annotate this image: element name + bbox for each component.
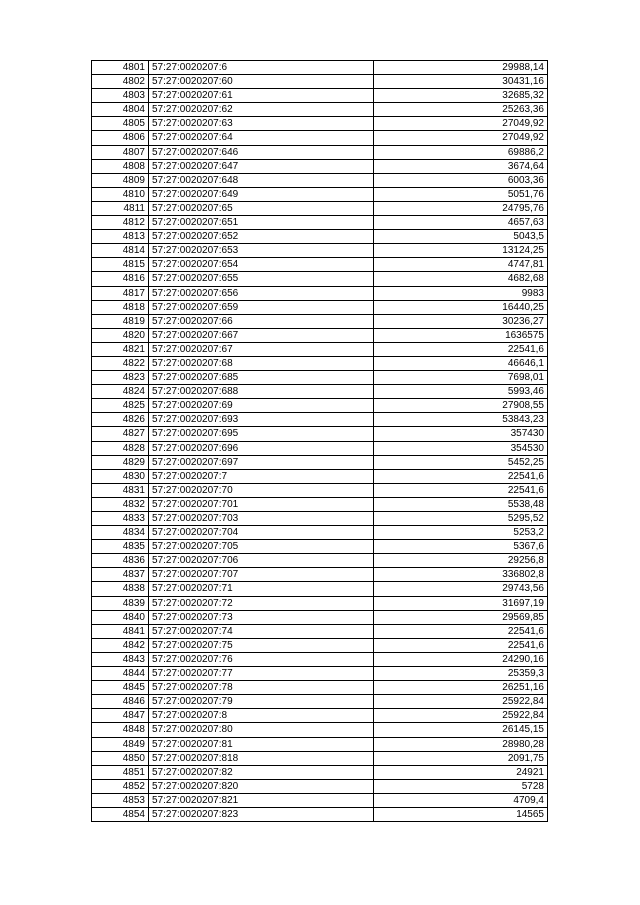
row-number-cell: 4845 — [92, 681, 149, 695]
row-number-cell: 4825 — [92, 399, 149, 413]
value-cell: 14565 — [374, 807, 548, 821]
cadastral-number-cell: 57:27:0020207:67 — [149, 342, 374, 356]
data-table — [91, 60, 548, 822]
value-cell: 5043,5 — [374, 230, 548, 244]
value-cell: 28980,28 — [374, 737, 548, 751]
value-cell: 32685,32 — [374, 89, 548, 103]
value-cell: 26145,15 — [374, 723, 548, 737]
row-number-cell: 4812 — [92, 216, 149, 230]
value-cell: 22541,6 — [374, 483, 548, 497]
table-row — [92, 793, 548, 807]
value-cell: 31697,19 — [374, 596, 548, 610]
row-number-cell: 4814 — [92, 244, 149, 258]
row-number-cell: 4841 — [92, 624, 149, 638]
table-row — [92, 230, 548, 244]
cadastral-number-cell: 57:27:0020207:70 — [149, 483, 374, 497]
value-cell: 29988,14 — [374, 61, 548, 75]
row-number-cell: 4844 — [92, 667, 149, 681]
table-row — [92, 737, 548, 751]
row-number-cell: 4809 — [92, 173, 149, 187]
table-row — [92, 624, 548, 638]
cadastral-number-cell: 57:27:0020207:62 — [149, 103, 374, 117]
row-number-cell: 4826 — [92, 413, 149, 427]
table-row — [92, 751, 548, 765]
cadastral-number-cell: 57:27:0020207:701 — [149, 497, 374, 511]
table-row — [92, 695, 548, 709]
value-cell: 24795,76 — [374, 201, 548, 215]
row-number-cell: 4818 — [92, 300, 149, 314]
cadastral-number-cell: 57:27:0020207:81 — [149, 737, 374, 751]
table-row — [92, 399, 548, 413]
value-cell: 5728 — [374, 779, 548, 793]
cadastral-number-cell: 57:27:0020207:688 — [149, 385, 374, 399]
row-number-cell: 4808 — [92, 159, 149, 173]
cadastral-number-cell: 57:27:0020207:696 — [149, 441, 374, 455]
cadastral-number-cell: 57:27:0020207:71 — [149, 582, 374, 596]
table-row — [92, 554, 548, 568]
table-row — [92, 272, 548, 286]
cadastral-number-cell: 57:27:0020207:74 — [149, 624, 374, 638]
cadastral-number-cell: 57:27:0020207:76 — [149, 652, 374, 666]
value-cell: 69886,2 — [374, 145, 548, 159]
table-row — [92, 286, 548, 300]
row-number-cell: 4801 — [92, 61, 149, 75]
table-row — [92, 582, 548, 596]
value-cell: 5452,25 — [374, 455, 548, 469]
value-cell: 2091,75 — [374, 751, 548, 765]
cadastral-number-cell: 57:27:0020207:6 — [149, 61, 374, 75]
value-cell: 24290,16 — [374, 652, 548, 666]
table-row — [92, 61, 548, 75]
cadastral-number-cell: 57:27:0020207:73 — [149, 610, 374, 624]
value-cell: 9983 — [374, 286, 548, 300]
row-number-cell: 4828 — [92, 441, 149, 455]
table-row — [92, 638, 548, 652]
cadastral-number-cell: 57:27:0020207:651 — [149, 216, 374, 230]
cadastral-number-cell: 57:27:0020207:667 — [149, 328, 374, 342]
table-row — [92, 427, 548, 441]
value-cell: 5295,52 — [374, 512, 548, 526]
table-row — [92, 723, 548, 737]
value-cell: 27049,92 — [374, 117, 548, 131]
table-row — [92, 258, 548, 272]
row-number-cell: 4829 — [92, 455, 149, 469]
cadastral-number-cell: 57:27:0020207:821 — [149, 793, 374, 807]
table-row — [92, 469, 548, 483]
value-cell: 5538,48 — [374, 497, 548, 511]
row-number-cell: 4835 — [92, 540, 149, 554]
cadastral-number-cell: 57:27:0020207:649 — [149, 187, 374, 201]
cadastral-number-cell: 57:27:0020207:823 — [149, 807, 374, 821]
cadastral-number-cell: 57:27:0020207:82 — [149, 765, 374, 779]
cadastral-number-cell: 57:27:0020207:653 — [149, 244, 374, 258]
value-cell: 27908,55 — [374, 399, 548, 413]
value-cell: 25922,84 — [374, 695, 548, 709]
table-row — [92, 300, 548, 314]
cadastral-number-cell: 57:27:0020207:68 — [149, 356, 374, 370]
table-row — [92, 371, 548, 385]
value-cell: 4709,4 — [374, 793, 548, 807]
table-row — [92, 779, 548, 793]
value-cell: 5993,46 — [374, 385, 548, 399]
cadastral-number-cell: 57:27:0020207:697 — [149, 455, 374, 469]
table-row — [92, 568, 548, 582]
table-row — [92, 667, 548, 681]
value-cell: 336802,8 — [374, 568, 548, 582]
row-number-cell: 4831 — [92, 483, 149, 497]
cadastral-number-cell: 57:27:0020207:79 — [149, 695, 374, 709]
row-number-cell: 4846 — [92, 695, 149, 709]
cadastral-number-cell: 57:27:0020207:706 — [149, 554, 374, 568]
row-number-cell: 4820 — [92, 328, 149, 342]
row-number-cell: 4843 — [92, 652, 149, 666]
value-cell: 5051,76 — [374, 187, 548, 201]
value-cell: 4747,81 — [374, 258, 548, 272]
table-row — [92, 526, 548, 540]
value-cell: 25922,84 — [374, 709, 548, 723]
cadastral-number-cell: 57:27:0020207:69 — [149, 399, 374, 413]
table-row — [92, 187, 548, 201]
cadastral-number-cell: 57:27:0020207:693 — [149, 413, 374, 427]
value-cell: 7698,01 — [374, 371, 548, 385]
cadastral-number-cell: 57:27:0020207:80 — [149, 723, 374, 737]
row-number-cell: 4838 — [92, 582, 149, 596]
table-row — [92, 117, 548, 131]
table-row — [92, 455, 548, 469]
value-cell: 29569,85 — [374, 610, 548, 624]
row-number-cell: 4822 — [92, 356, 149, 370]
value-cell: 25359,3 — [374, 667, 548, 681]
row-number-cell: 4836 — [92, 554, 149, 568]
cadastral-number-cell: 57:27:0020207:705 — [149, 540, 374, 554]
value-cell: 46646,1 — [374, 356, 548, 370]
table-row — [92, 145, 548, 159]
row-number-cell: 4834 — [92, 526, 149, 540]
row-number-cell: 4823 — [92, 371, 149, 385]
value-cell: 1636575 — [374, 328, 548, 342]
value-cell: 22541,6 — [374, 342, 548, 356]
cadastral-number-cell: 57:27:0020207:646 — [149, 145, 374, 159]
value-cell: 25263,36 — [374, 103, 548, 117]
table-row — [92, 201, 548, 215]
cadastral-number-cell: 57:27:0020207:648 — [149, 173, 374, 187]
cadastral-number-cell: 57:27:0020207:77 — [149, 667, 374, 681]
row-number-cell: 4819 — [92, 314, 149, 328]
value-cell: 354530 — [374, 441, 548, 455]
row-number-cell: 4806 — [92, 131, 149, 145]
table-row — [92, 765, 548, 779]
row-number-cell: 4853 — [92, 793, 149, 807]
row-number-cell: 4833 — [92, 512, 149, 526]
cadastral-number-cell: 57:27:0020207:65 — [149, 201, 374, 215]
row-number-cell: 4810 — [92, 187, 149, 201]
value-cell: 22541,6 — [374, 638, 548, 652]
cadastral-number-cell: 57:27:0020207:64 — [149, 131, 374, 145]
value-cell: 29743,56 — [374, 582, 548, 596]
row-number-cell: 4802 — [92, 75, 149, 89]
row-number-cell: 4850 — [92, 751, 149, 765]
row-number-cell: 4851 — [92, 765, 149, 779]
table-row — [92, 441, 548, 455]
value-cell: 5253,2 — [374, 526, 548, 540]
cadastral-number-cell: 57:27:0020207:695 — [149, 427, 374, 441]
row-number-cell: 4824 — [92, 385, 149, 399]
row-number-cell: 4839 — [92, 596, 149, 610]
value-cell: 22541,6 — [374, 469, 548, 483]
row-number-cell: 4854 — [92, 807, 149, 821]
cadastral-number-cell: 57:27:0020207:704 — [149, 526, 374, 540]
cadastral-number-cell: 57:27:0020207:63 — [149, 117, 374, 131]
table-row — [92, 342, 548, 356]
value-cell: 5367,6 — [374, 540, 548, 554]
value-cell: 26251,16 — [374, 681, 548, 695]
value-cell: 3674,64 — [374, 159, 548, 173]
table-row — [92, 681, 548, 695]
table-row — [92, 216, 548, 230]
cadastral-number-cell: 57:27:0020207:707 — [149, 568, 374, 582]
value-cell: 6003,36 — [374, 173, 548, 187]
table-row — [92, 103, 548, 117]
table-row — [92, 807, 548, 821]
table-row — [92, 131, 548, 145]
value-cell: 29256,8 — [374, 554, 548, 568]
cadastral-number-cell: 57:27:0020207:61 — [149, 89, 374, 103]
cadastral-number-cell: 57:27:0020207:820 — [149, 779, 374, 793]
row-number-cell: 4837 — [92, 568, 149, 582]
cadastral-number-cell: 57:27:0020207:8 — [149, 709, 374, 723]
table-row — [92, 244, 548, 258]
table-row — [92, 173, 548, 187]
row-number-cell: 4849 — [92, 737, 149, 751]
row-number-cell: 4815 — [92, 258, 149, 272]
table-row — [92, 497, 548, 511]
value-cell: 53843,23 — [374, 413, 548, 427]
row-number-cell: 4821 — [92, 342, 149, 356]
table-row — [92, 596, 548, 610]
row-number-cell: 4807 — [92, 145, 149, 159]
value-cell: 30431,16 — [374, 75, 548, 89]
row-number-cell: 4848 — [92, 723, 149, 737]
row-number-cell: 4803 — [92, 89, 149, 103]
row-number-cell: 4840 — [92, 610, 149, 624]
cadastral-number-cell: 57:27:0020207:818 — [149, 751, 374, 765]
value-cell: 27049,92 — [374, 131, 548, 145]
table-row — [92, 159, 548, 173]
table-row — [92, 356, 548, 370]
row-number-cell: 4817 — [92, 286, 149, 300]
cadastral-number-cell: 57:27:0020207:60 — [149, 75, 374, 89]
row-number-cell: 4847 — [92, 709, 149, 723]
cadastral-number-cell: 57:27:0020207:78 — [149, 681, 374, 695]
row-number-cell: 4832 — [92, 497, 149, 511]
table-row — [92, 328, 548, 342]
row-number-cell: 4813 — [92, 230, 149, 244]
value-cell: 13124,25 — [374, 244, 548, 258]
table-row — [92, 385, 548, 399]
table-row — [92, 652, 548, 666]
row-number-cell: 4811 — [92, 201, 149, 215]
value-cell: 357430 — [374, 427, 548, 441]
row-number-cell: 4830 — [92, 469, 149, 483]
table-row — [92, 540, 548, 554]
row-number-cell: 4842 — [92, 638, 149, 652]
table-body — [92, 61, 548, 822]
table-row — [92, 413, 548, 427]
cadastral-number-cell: 57:27:0020207:703 — [149, 512, 374, 526]
cadastral-number-cell: 57:27:0020207:659 — [149, 300, 374, 314]
row-number-cell: 4852 — [92, 779, 149, 793]
row-number-cell: 4805 — [92, 117, 149, 131]
value-cell: 16440,25 — [374, 300, 548, 314]
value-cell: 30236,27 — [374, 314, 548, 328]
table-row — [92, 512, 548, 526]
value-cell: 4657,63 — [374, 216, 548, 230]
cadastral-number-cell: 57:27:0020207:72 — [149, 596, 374, 610]
value-cell: 4682,68 — [374, 272, 548, 286]
cadastral-number-cell: 57:27:0020207:654 — [149, 258, 374, 272]
table-row — [92, 483, 548, 497]
row-number-cell: 4804 — [92, 103, 149, 117]
row-number-cell: 4827 — [92, 427, 149, 441]
cadastral-number-cell: 57:27:0020207:655 — [149, 272, 374, 286]
cadastral-number-cell: 57:27:0020207:656 — [149, 286, 374, 300]
cadastral-number-cell: 57:27:0020207:685 — [149, 371, 374, 385]
value-cell: 24921 — [374, 765, 548, 779]
cadastral-number-cell: 57:27:0020207:66 — [149, 314, 374, 328]
row-number-cell: 4816 — [92, 272, 149, 286]
cadastral-number-cell: 57:27:0020207:7 — [149, 469, 374, 483]
cadastral-number-cell: 57:27:0020207:647 — [149, 159, 374, 173]
table-row — [92, 75, 548, 89]
table-row — [92, 314, 548, 328]
table-row — [92, 709, 548, 723]
table-row — [92, 89, 548, 103]
table-row — [92, 610, 548, 624]
value-cell: 22541,6 — [374, 624, 548, 638]
cadastral-number-cell: 57:27:0020207:75 — [149, 638, 374, 652]
cadastral-number-cell: 57:27:0020207:652 — [149, 230, 374, 244]
